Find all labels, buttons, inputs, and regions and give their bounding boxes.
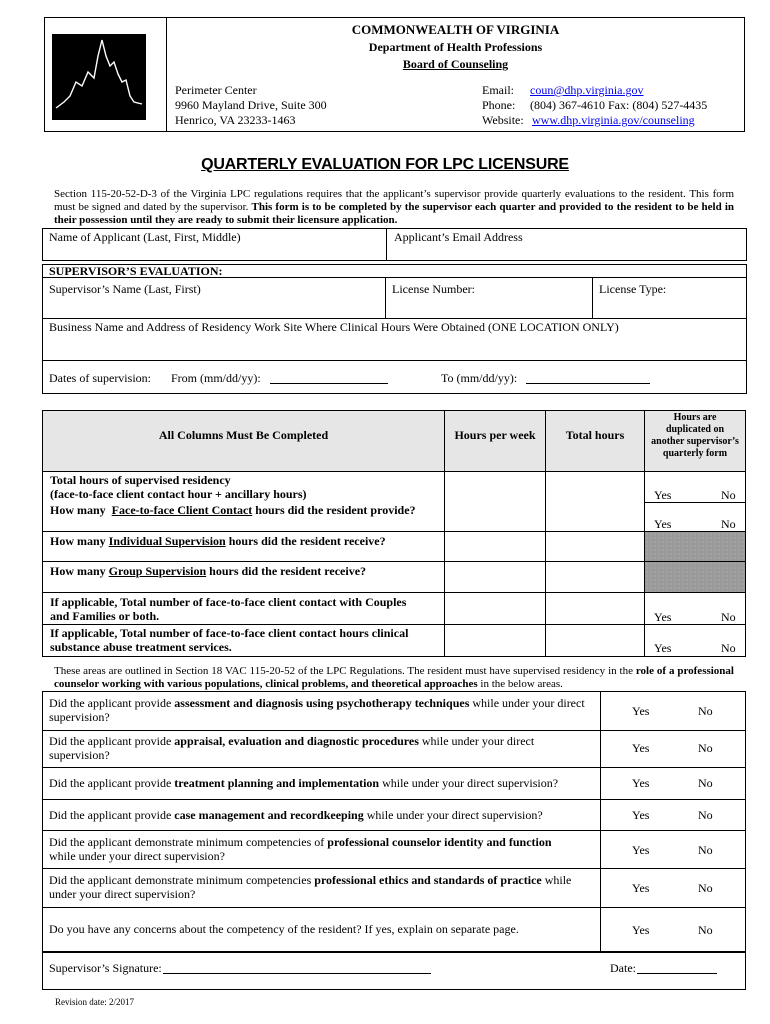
intro-bold-text: This form is to be completed by the supervisor each quarter and provided to the resident to be held in their possession until they are ready to submit their licensure application. xyxy=(54,201,735,226)
row-individual-supervision xyxy=(50,534,386,548)
signature-field[interactable] xyxy=(163,960,431,974)
col-duplicated: Hours are duplicated on another supervisor’s quarterly form xyxy=(651,412,739,459)
question-assessment xyxy=(49,696,589,724)
q2-no[interactable]: No xyxy=(698,741,713,755)
license-type-label: License Type: xyxy=(599,282,667,296)
email-label: Email: xyxy=(482,83,514,97)
header-board: Board of Counseling xyxy=(402,57,509,71)
q4-bold: case management and recordkeeping xyxy=(174,808,364,822)
dhp-logo xyxy=(52,34,146,120)
row-substance-abuse xyxy=(50,626,408,654)
q6-pre: Did the applicant demonstrate minimum competencies xyxy=(49,873,315,887)
row-individual-underlined: Individual Supervision xyxy=(108,534,226,548)
row-couples-families xyxy=(50,595,406,623)
website-label: Website: xyxy=(482,113,524,127)
areas-row-line-6 xyxy=(42,907,746,908)
q5-yes[interactable]: Yes xyxy=(632,843,650,857)
q6-post: while under your direct supervision? xyxy=(49,873,572,901)
row6-yes[interactable]: Yes xyxy=(654,641,672,655)
row-face-to-face-pre: How many xyxy=(50,503,112,517)
header-department: Department of Health Professions xyxy=(368,40,543,54)
row-substance-line2: substance abuse treatment services. xyxy=(50,640,232,654)
areas-row-line-3 xyxy=(42,799,746,800)
row-group-underlined: Group Supervision xyxy=(108,564,207,578)
q5-pre: Did the applicant demonstrate minimum competencies of xyxy=(49,835,328,849)
total-hours-total-field[interactable] xyxy=(546,472,643,530)
applicant-name-field[interactable] xyxy=(43,244,385,260)
address-line-3: Henrico, VA 23233-1463 xyxy=(175,113,296,127)
question-appraisal xyxy=(49,734,574,762)
hours-row-line-2 xyxy=(42,561,746,562)
row5-no[interactable]: No xyxy=(721,610,736,624)
email-link[interactable]: coun@dhp.virginia.gov xyxy=(530,83,644,97)
hours-row-line-3 xyxy=(42,592,746,593)
areas-row-line-2 xyxy=(42,767,746,768)
q5-bold: professional counselor identity and function xyxy=(327,835,552,849)
form-title: QUARTERLY EVALUATION FOR LPC LICENSURE xyxy=(201,156,569,173)
q3-post: while under your direct supervision? xyxy=(379,776,559,790)
q1-pre: Did the applicant provide xyxy=(49,696,175,710)
total-hours-per-week-field[interactable] xyxy=(445,472,544,530)
col-total-hours: Total hours xyxy=(565,428,625,442)
applicant-email-label: Applicant’s Email Address xyxy=(394,230,523,244)
areas-row-line-4 xyxy=(42,830,746,831)
row5-yes[interactable]: Yes xyxy=(654,610,672,624)
to-label: To (mm/dd/yy): xyxy=(441,371,518,385)
q2-yes[interactable]: Yes xyxy=(632,741,650,755)
q4-pre: Did the applicant provide xyxy=(49,808,175,822)
business-address-label: Business Name and Address of Residency Work Site Where Clinical Hours Were Obtained (ONE LOCATION ONLY) xyxy=(49,320,619,334)
from-date-field[interactable] xyxy=(270,370,388,384)
areas-intro-post: in the below areas. xyxy=(477,678,563,690)
intro-paragraph xyxy=(54,188,734,227)
from-label: From (mm/dd/yy): xyxy=(171,371,261,385)
q3-bold: treatment planning and implementation xyxy=(174,776,380,790)
q3-no[interactable]: No xyxy=(698,776,713,790)
q1-post: while under your direct supervision? xyxy=(49,696,585,724)
row-individual-post: hours did the resident receive? xyxy=(225,534,386,548)
address-line-2: 9960 Mayland Drive, Suite 300 xyxy=(175,98,327,112)
row-total-hours-line2: (face-to-face client contact hour + ancillary hours) xyxy=(50,487,307,501)
supervisor-row-line-1 xyxy=(42,318,747,319)
row-group-post: hours did the resident receive? xyxy=(206,564,367,578)
hours-col-line-1 xyxy=(444,410,445,657)
q6-bold: professional ethics and standards of practice xyxy=(314,873,542,887)
phone-label: Phone: xyxy=(482,98,516,112)
hours-col-line-2 xyxy=(545,410,546,657)
q1-no[interactable]: No xyxy=(698,704,713,718)
row-individual-pre: How many xyxy=(50,534,109,548)
q2-bold: appraisal, evaluation and diagnostic procedures xyxy=(174,734,419,748)
row1-yes[interactable]: Yes xyxy=(654,488,672,502)
q5-post: while under your direct supervision? xyxy=(49,849,225,863)
phone-fax-value: (804) 367-4610 Fax: (804) 527-4435 xyxy=(530,98,708,112)
hours-row-line-5 xyxy=(644,502,746,503)
to-date-field[interactable] xyxy=(526,370,650,384)
q3-yes[interactable]: Yes xyxy=(632,776,650,790)
row-couples-line1: If applicable, Total number of face-to-face client contact with Couples xyxy=(50,595,407,609)
areas-intro-bold: role of a professional counselor working with various populations, clinical problems, and theoretical approaches xyxy=(54,665,734,690)
q2-pre: Did the applicant provide xyxy=(49,734,175,748)
date-field[interactable] xyxy=(637,960,717,974)
row2-yes[interactable]: Yes xyxy=(654,517,672,531)
shaded-cell-group xyxy=(645,562,745,592)
q7-yes[interactable]: Yes xyxy=(632,923,650,937)
license-number-label: License Number: xyxy=(392,282,475,296)
row-face-to-face-underlined: Face-to-face Client Contact xyxy=(111,503,253,517)
row-couples-line2: and Families or both. xyxy=(50,609,160,623)
business-address-field[interactable] xyxy=(43,336,746,358)
q3-pre: Did the applicant provide xyxy=(49,776,175,790)
dates-label: Dates of supervision: xyxy=(49,371,151,385)
areas-row-line-1 xyxy=(42,730,746,731)
revision-date: Revision date: 2/2017 xyxy=(55,997,134,1007)
website-link[interactable]: www.dhp.virginia.gov/counseling xyxy=(532,113,695,127)
header-commonwealth: COMMONWEALTH OF VIRGINIA xyxy=(351,22,560,37)
q2-post: while under your direct supervision? xyxy=(49,734,535,762)
row6-no[interactable]: No xyxy=(721,641,736,655)
row-total-hours xyxy=(50,473,307,501)
q4-no[interactable]: No xyxy=(698,808,713,822)
areas-row-line-5 xyxy=(42,868,746,869)
q6-no[interactable]: No xyxy=(698,881,713,895)
question-counselor-identity xyxy=(49,835,577,863)
question-ethics xyxy=(49,873,594,901)
address-line-1: Perimeter Center xyxy=(175,83,257,97)
col-hours-per-week: Hours per week xyxy=(454,428,536,442)
question-concerns: Do you have any concerns about the competency of the resident? If yes, explain on separate page. xyxy=(49,922,519,936)
row-group-supervision xyxy=(50,564,366,578)
signature-label: Supervisor’s Signature: xyxy=(49,961,162,975)
q5-no[interactable]: No xyxy=(698,843,713,857)
supervisor-name-label: Supervisor’s Name (Last, First) xyxy=(49,282,201,296)
license-number-field[interactable] xyxy=(386,296,591,316)
q4-yes[interactable]: Yes xyxy=(632,808,650,822)
question-treatment-planning xyxy=(49,776,597,790)
row-group-pre: How many xyxy=(50,564,109,578)
supervisor-row-line-2 xyxy=(42,360,747,361)
hours-row-line-4 xyxy=(42,624,746,625)
shaded-cell-individual xyxy=(645,532,745,561)
q1-yes[interactable]: Yes xyxy=(632,704,650,718)
q4-post: while under your direct supervision? xyxy=(363,808,543,822)
row-total-hours-line1: Total hours of supervised residency xyxy=(50,473,231,487)
row2-no[interactable]: No xyxy=(721,517,736,531)
q7-no[interactable]: No xyxy=(698,923,713,937)
row1-no[interactable]: No xyxy=(721,488,736,502)
supervisor-section-label: SUPERVISOR’S EVALUATION: xyxy=(49,264,223,278)
row-substance-line1: If applicable, Total number of face-to-face client contact hours clinical xyxy=(50,626,409,640)
date-label: Date: xyxy=(610,961,636,975)
areas-intro-text: These areas are outlined in Section 18 VAC 115-20-52 of the LPC Regulations. The resident must have supervised residency in the xyxy=(54,665,636,677)
areas-intro xyxy=(54,665,734,691)
q6-yes[interactable]: Yes xyxy=(632,881,650,895)
col-all-columns: All Columns Must Be Completed xyxy=(158,428,329,442)
license-type-field[interactable] xyxy=(593,296,746,316)
supervisor-name-field[interactable] xyxy=(43,296,384,316)
applicant-email-field[interactable] xyxy=(387,244,746,260)
q1-bold: assessment and diagnosis using psychotherapy techniques xyxy=(174,696,470,710)
hours-row-line-1 xyxy=(42,531,746,532)
row-face-to-face-post: hours did the resident provide? xyxy=(252,503,416,517)
row-face-to-face xyxy=(50,503,416,517)
question-case-management xyxy=(49,808,597,822)
applicant-name-label: Name of Applicant (Last, First, Middle) xyxy=(49,230,241,244)
intro-text: Section 115-20-52-D-3 of the Virginia LPC regulations requires that the applicant’s supervisor provide quarterly evaluations to the resident. This form must be signed and dated by the supervisor. xyxy=(54,188,734,213)
